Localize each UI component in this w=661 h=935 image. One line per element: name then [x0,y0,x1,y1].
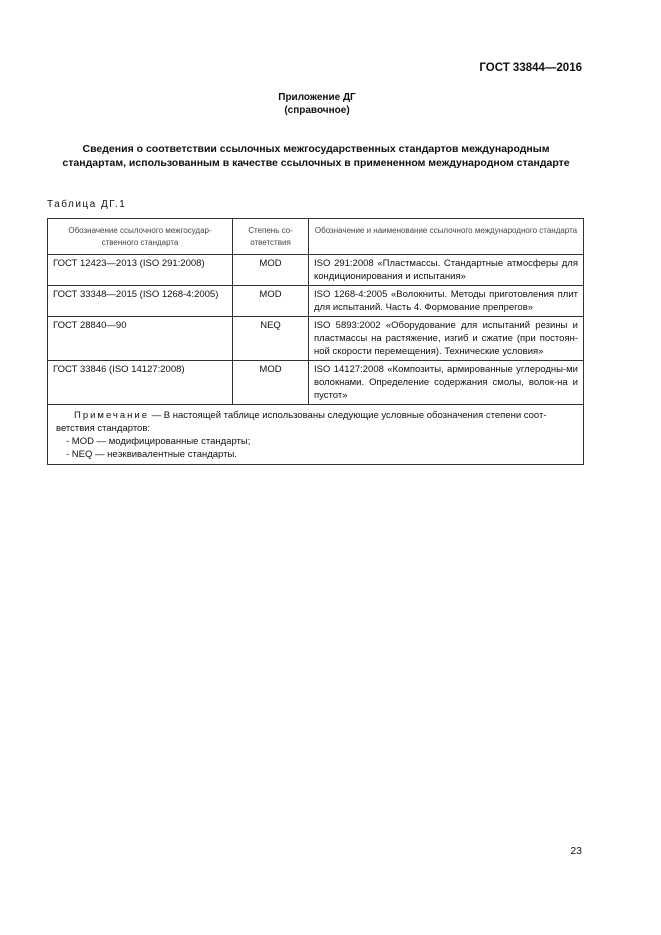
header-international-standard: Обозначение и наименование ссылочного международного стандарта [309,219,584,255]
appendix-heading [0,91,634,117]
appendix-title: Приложение ДГ [278,92,356,103]
table-row [48,361,584,405]
table-header-row [48,219,584,255]
note-item: - MOD — модифицированные стандарты; [66,436,251,447]
section-heading: Сведения о соответствии ссылочных межгосударственных стандартов международным стандартам, использованным в качестве ссылочных в примененном международном стандарте [62,143,570,169]
note-label: Примечание [74,410,149,421]
cell-international: ISO 291:2008 «Пластмассы. Стандартные атмосферы для кондиционирования и испытания» [309,255,584,286]
correspondence-table-wrapper [47,218,583,465]
table-row [48,255,584,286]
note-text: — В настоящей таблице использованы следующие условные обозначения степени соот-ветствия стандартов: [56,410,547,434]
table-note-row [48,405,584,465]
cell-interstate: ГОСТ 28840—90 [48,317,233,361]
table-note [48,405,584,465]
document-code: ГОСТ 33844—2016 [479,62,582,74]
page-number: 23 [570,845,582,857]
table-row [48,317,584,361]
table-caption: Таблица ДГ.1 [47,199,127,210]
correspondence-table [47,218,584,465]
appendix-subtitle: (справочное) [284,105,350,116]
cell-degree: MOD [233,286,309,317]
cell-interstate: ГОСТ 12423—2013 (ISO 291:2008) [48,255,233,286]
cell-interstate: ГОСТ 33348—2015 (ISO 1268-4:2005) [48,286,233,317]
cell-degree: MOD [233,255,309,286]
cell-interstate: ГОСТ 33846 (ISO 14127:2008) [48,361,233,405]
cell-international: ISO 14127:2008 «Композиты, армированные углеродны-ми волокнами. Определение содержания смолы, волок-на и пустот» [309,361,584,405]
note-item: - NEQ — неэквивалентные стандарты. [66,449,237,460]
cell-international: ISO 1268-4:2005 «Волокниты. Методы приготовления плит для испытаний. Часть 4. Формование препрегов» [309,286,584,317]
header-interstate-standard: Обозначение ссылочного межгосудар-ственного стандарта [48,219,233,255]
table-row [48,286,584,317]
cell-international: ISO 5893:2002 «Оборудование для испытаний резины и пластмассы на растяжение, изгиб и сжатие (при постоян-ной скорости перемещения). Технические условия» [309,317,584,361]
cell-degree: MOD [233,361,309,405]
cell-degree: NEQ [233,317,309,361]
header-degree: Степень со-ответствия [233,219,309,255]
